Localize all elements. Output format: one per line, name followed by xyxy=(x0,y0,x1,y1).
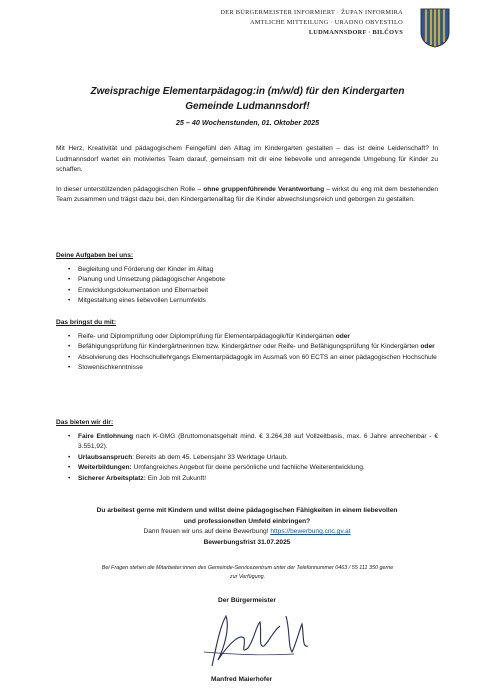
contact-footnote xyxy=(80,564,415,581)
intro-p2-bold: ohne gruppenführende Verantwortung xyxy=(203,185,325,193)
intro-p2-start: In dieser unterstützenden pädagogischen Rolle – xyxy=(56,185,204,193)
apply-text: Dann freuen wir uns auf deine Bewerbung! xyxy=(143,528,271,536)
tasks-list xyxy=(56,265,438,307)
list-item: • Faire Entlohnung nach K-GMG (Bruttomonatsgehalt mind. € 3.264,38 auf Vollzeitbasis, max. 6 Jahre anrechenbar - € 3.551,92). xyxy=(78,432,438,453)
footnote-line-2: zur Verfügung. xyxy=(229,573,266,580)
list-item: • Planung und Umsetzung pädagogischer Angebote xyxy=(78,275,438,286)
intro-section xyxy=(56,144,438,206)
list-item: • Weiterbildungen: Umfangreiches Angebot für deine persönliche und fachliche Weiterentwicklung. xyxy=(78,463,438,474)
intro-paragraph-2 xyxy=(56,185,438,206)
job-subtitle: 25 – 40 Wochenstunden, 01. Oktober 2025 xyxy=(175,118,320,127)
tasks-section xyxy=(56,251,438,307)
letterhead-line-3: LUDMANNSDORF · BILČOVS xyxy=(308,29,403,36)
requirements-heading: Das bringst du mit: xyxy=(56,319,117,326)
job-title-line-2: Gemeinde Ludmannsdorf! xyxy=(185,101,310,112)
application-deadline: Bewerbungsfrist 31.07.2025 xyxy=(203,538,291,546)
mayor-name: Manfred Maierhofer xyxy=(211,676,273,683)
list-item: • Urlaubsanspruch: Bereits ab dem 45. Lebensjahr 33 Werktage Urlaub. xyxy=(78,453,438,464)
list-item: • Befähigungsprüfung für Kindergärtnerinnen bzw. Kindergärtner oder Reife- und Befähigungsprüfung für Kindergärten oder xyxy=(78,342,438,353)
offer-list xyxy=(56,432,438,485)
closing-question-1: Du arbeitest gerne mit Kindern und willst deine pädagogischen Fähigkeiten in einem liebevollen xyxy=(96,507,398,514)
job-title-block xyxy=(60,84,435,128)
application-link[interactable]: https://bewerbung.cnc.gv.at xyxy=(270,528,351,536)
list-item: • Sicherer Arbeitsplatz: Ein Job mit Zukunft! xyxy=(78,474,438,485)
list-item: • Slowenischkenntnisse xyxy=(78,363,438,374)
closing-question-2: und professionellen Umfeld einbringen? xyxy=(183,517,311,525)
intro-paragraph-1: Mit Herz, Kreativität und pädagogischem Feingefühl den Alltag im Kindergarten gestalten – das ist deine Leidenschaft? In Ludmannsdorf wartet ein motiviertes Team darauf, gemeinsam mit dir eine liebevolle und anregende Umgebung für Kinder zu schaffen. xyxy=(56,145,438,174)
municipal-crest-icon xyxy=(420,8,450,48)
list-item: • Begleitung und Förderung der Kinder im Alltag xyxy=(78,265,438,276)
signature-label: Der Bürgermeister xyxy=(218,597,276,604)
closing-section xyxy=(56,506,438,548)
intro-p2-end: – wirkst du eng mit dem bestehenden Team zusammen und trägst dazu bei, den Kindergartenalltag für die Kinder abwechslungsreich und geborgen zu gestalten. xyxy=(56,185,438,204)
letterhead xyxy=(220,8,403,38)
list-item: • Reife- und Diplomprüfung oder Diplomprüfung für Elementarpädagogik/für Kindergärten oder xyxy=(78,332,438,343)
list-item: • Absolvierung des Hochschullehrgangs Elementarpädagogik im Ausmaß von 60 ECTS an einer pädagogischen Hochschule xyxy=(78,353,438,364)
job-title-line-1: Zweisprachige Elementarpädagog:in (m/w/d) für den Kindergarten xyxy=(90,86,405,97)
apply-line xyxy=(56,527,438,538)
footnote-line-1: Bei Fragen stehen die Mitarbeiter:innen des Gemeinde-Servicezentrum unter der Telefonnummer 0463 / 55 111 350 gerne xyxy=(101,565,394,571)
offer-section xyxy=(56,418,438,485)
letterhead-line-1: DER BÜRGERMEISTER INFORMIERT · ŽUPAN INFORMIRA xyxy=(220,9,403,16)
list-item: • Entwicklungsdokumentation und Elternarbeit xyxy=(78,286,438,297)
requirements-section xyxy=(56,318,438,374)
offer-heading: Das bieten wir dir: xyxy=(56,419,114,426)
requirements-list xyxy=(56,332,438,374)
letterhead-line-2: AMTLICHE MITTEILUNG · URADNO OBVESTILO xyxy=(249,19,403,26)
tasks-heading: Deine Aufgaben bei uns: xyxy=(56,252,134,259)
list-item: • Mitgestaltung eines liebevollen Lernumfelds xyxy=(78,296,438,307)
handwritten-signature xyxy=(190,596,330,674)
